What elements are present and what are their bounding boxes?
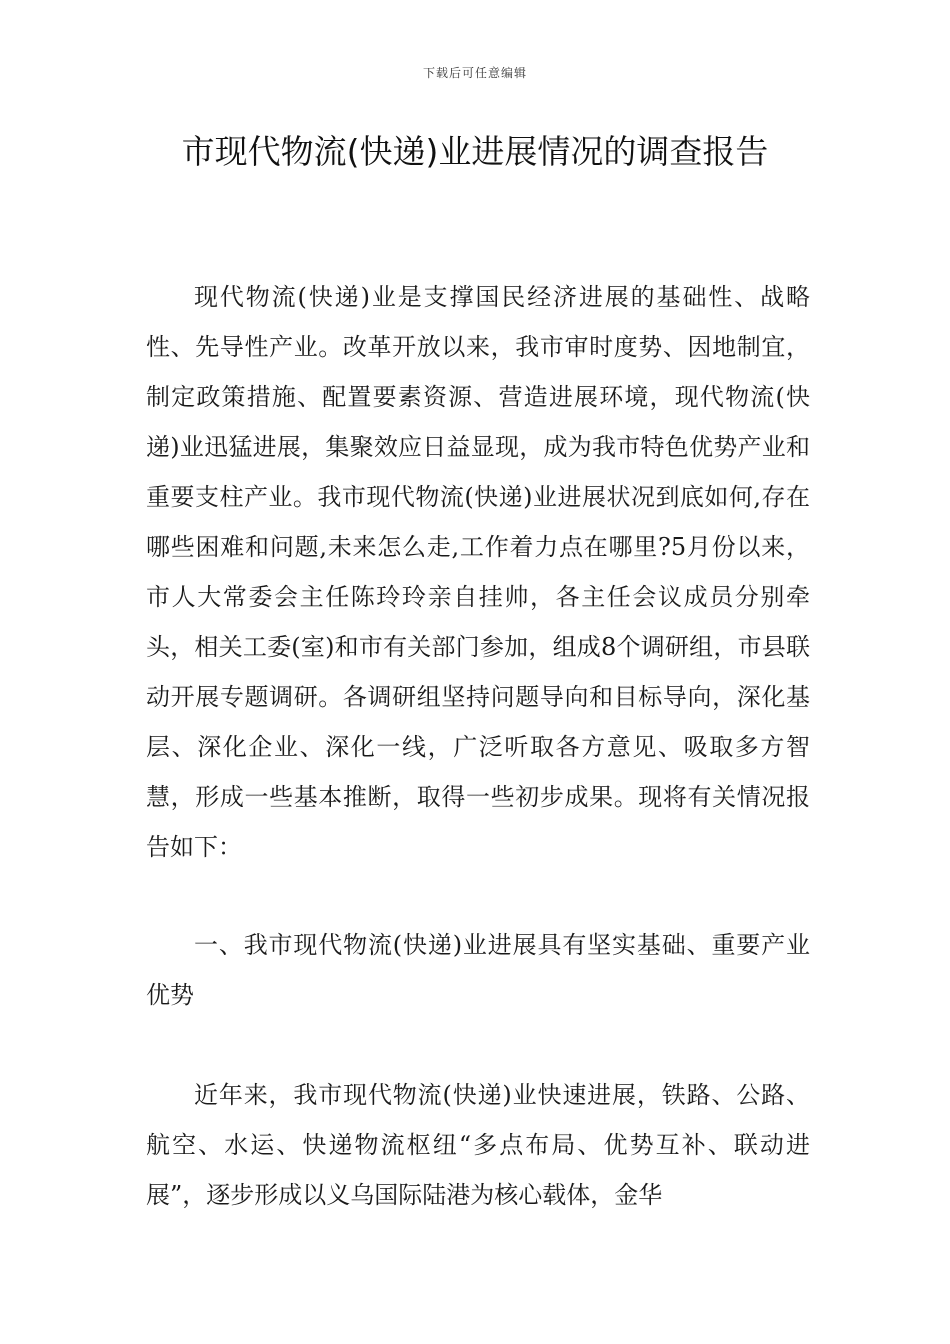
section-heading-1: 一、我市现代物流(快递)业进展具有坚实基础、重要产业优势 xyxy=(146,931,810,1009)
header-note: 下载后可任意编辑 xyxy=(422,66,527,80)
document-title: 市现代物流(快递)业进展情况的调查报告 xyxy=(181,132,769,171)
intro-paragraph: 现代物流(快递)业是支撑国民经济进展的基础性、战略性、先导性产业。改革开放以来，我市审时度势、因地制宜，制定政策措施、配置要素资源、营造进展环境，现代物流(快递)业迅猛进展，集聚效应日益显现，成为我市特色优势产业和重要支柱产业。我市现代物流(快递)业进展状况到底如何,存在哪些困难和问题,未来怎么走,工作着力点在哪里?5月份以来，市人大常委会主任陈玲玲亲自挂帅，各主任会议成员分别牵头，相关工委(室)和市有关部门参加，组成8个调研组，市县联动开展专题调研。各调研组坚持问题导向和目标导向，深化基层、深化企业、深化一线，广泛听取各方意见、吸取多方智慧，形成一些基本推断，取得一些初步成果。现将有关情况报告如下： xyxy=(146,283,810,861)
section-1-paragraph: 近年来，我市现代物流(快递)业快速进展，铁路、公路、航空、水运、快递物流枢纽“多点布局、优势互补、联动进展”，逐步形成以义乌国际陆港为核心载体，金华 xyxy=(146,1081,810,1209)
